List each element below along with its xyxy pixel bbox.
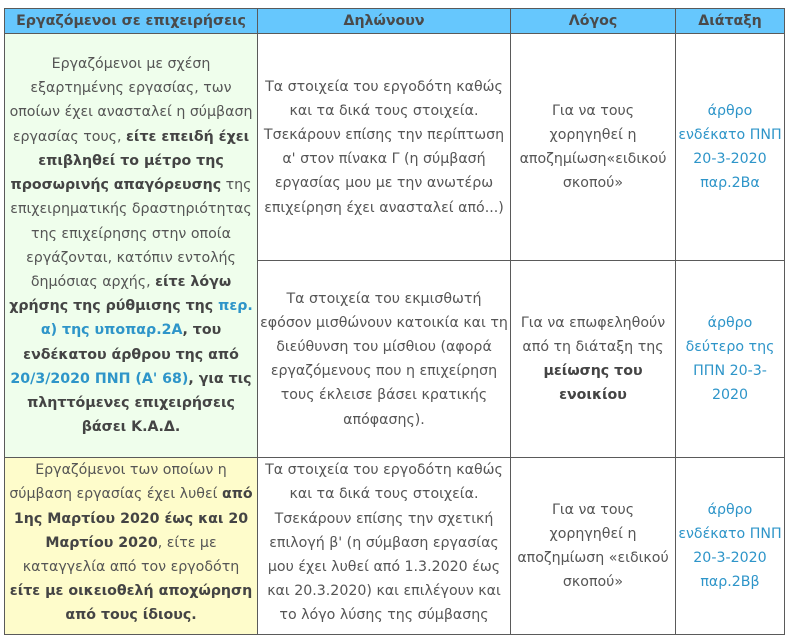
reason-cell: Για να τους χορηγηθεί η αποζημίωση «ειδικού σκοπού» [511, 458, 676, 635]
provision-cell [676, 34, 785, 261]
table-header-row [5, 9, 785, 34]
category-suspended-employees: Εργαζόμενοι με σχέση εξαρτημένης εργασίας, των οποίων έχει ανασταλεί η σύμβαση εργασίας τους, είτε επειδή έχει επιβληθεί το μέτρο της προσωρινής απαγόρευσης της επιχειρηματικής δραστηριότητας της επιχείρησης στην οποία εργάζονται, κατόπιν εντολής δημόσιας αρχής, είτε λόγω χρήσης της ρύθμισης της περ. α) της υποπαρ.2Α, του ενδέκατου άρθρου της από 20/3/2020 ΠΝΠ (Α' 68), για τις πληττόμενες επιχειρήσεις βάσει Κ.Α.Δ. [5, 34, 258, 458]
category-terminated-employees: Εργαζόμενοι των οποίων η σύμβαση εργασίας έχει λυθεί από 1ης Μαρτίου 2020 έως και 20 Μαρτίου 2020, είτε με καταγγελία από τον εργοδότη είτε με οικειοθελή αποχώρηση από τους ίδιους. [5, 458, 258, 635]
reason-cell: Για να τους χορηγηθεί η αποζημίωση«ειδικού σκοπού» [511, 34, 676, 261]
header-declare: Δηλώνουν [258, 9, 511, 34]
table-row [5, 34, 785, 261]
provision-link[interactable]: άρθρο ενδέκατο ΠΝΠ 20-3-2020 παρ.2Βα [678, 102, 782, 192]
declare-cell: Τα στοιχεία του εργοδότη καθώς και τα δικά τους στοιχεία. Τσεκάρουν επίσης την σχετική επιλογή β' (η σύμβαση εργασίας μου έχει λυθεί από 1.3.2020 έως και 20.3.2020) και επιλέγουν και το λόγο λύσης της σύμβασης [258, 458, 511, 635]
provision-cell [676, 261, 785, 458]
reason-cell: Για να επωφεληθούν από τη διάταξη της μείωσης του ενοικίου [511, 261, 676, 458]
table-row [5, 458, 785, 635]
header-reason: Λόγος [511, 9, 676, 34]
declare-cell: Τα στοιχεία του εκμισθωτή εφόσον μισθώνουν κατοικία και τη διεύθυνση του μίσθιου (αφορά εργαζόμενους που η επιχείρηση τους έκλεισε βάσει κρατικής απόφασης). [258, 261, 511, 458]
header-provision: Διάταξη [676, 9, 785, 34]
provision-link[interactable]: άρθρο δεύτερο της ΠΠΝ 20-3-2020 [685, 314, 775, 404]
provision-cell [676, 458, 785, 635]
law-link-subparagraph[interactable]: περ. α) της υποπαρ.2Α [40, 298, 253, 339]
declare-cell: Τα στοιχεία του εργοδότη καθώς και τα δικά τους στοιχεία. Τσεκάρουν επίσης την περίπτωση α' στον πίνακα Γ (η σύμβασή εργασίας μου με την ανωτέρω επιχείρηση έχει ανασταλεί από...) [258, 34, 511, 261]
provision-link[interactable]: άρθρο ενδέκατο ΠΝΠ 20-3-2020 παρ.2Ββ [678, 501, 782, 591]
benefits-table [4, 8, 785, 635]
header-employees: Εργαζόμενοι σε επιχειρήσεις [5, 9, 258, 34]
law-link-pnp[interactable]: 20/3/2020 ΠΝΠ (Α' 68) [10, 370, 189, 387]
